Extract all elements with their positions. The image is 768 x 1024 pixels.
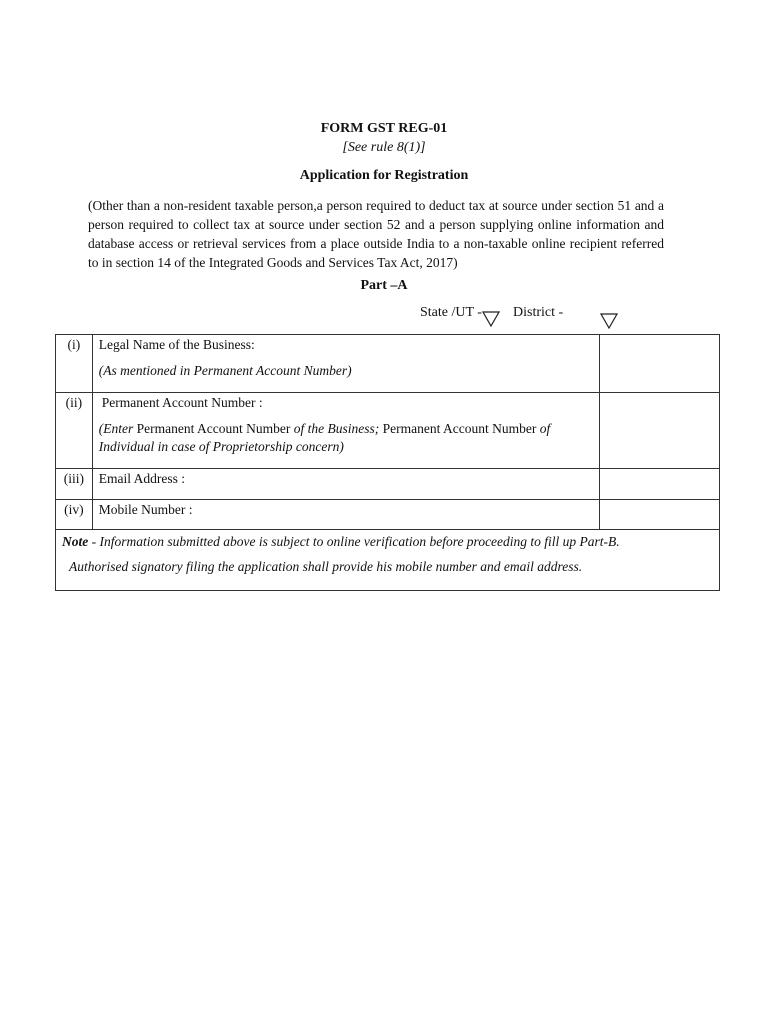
note-line-2: Authorised signatory filing the application shall provide his mobile number and email address.	[69, 559, 583, 574]
district-dropdown-arrow-icon[interactable]	[600, 313, 618, 329]
form-title: FORM GST REG-01	[320, 121, 448, 136]
row-number: (iv)	[56, 500, 93, 530]
row-number: (i)	[56, 335, 93, 393]
note-prefix: Note	[62, 534, 89, 549]
note-line-1	[62, 534, 713, 550]
mobile-field[interactable]	[600, 500, 719, 529]
state-dropdown-arrow-icon[interactable]	[482, 311, 500, 327]
table-row	[56, 335, 720, 393]
mobile-label: Mobile Number :	[92, 500, 600, 530]
row-number: (ii)	[56, 393, 93, 469]
legal-name-hint: (As mentioned in Permanent Account Number)	[98, 363, 352, 378]
pan-field-cell[interactable]	[600, 393, 720, 469]
pan-field[interactable]	[600, 393, 719, 468]
district-label: District -	[513, 305, 564, 320]
mobile-field-cell[interactable]	[600, 500, 720, 530]
note-text: - Information submitted above is subject to online verification before proceeding to fill up Part-B.	[88, 534, 620, 549]
email-label: Email Address :	[92, 469, 600, 500]
scope-paragraph: (Other than a non-resident taxable person,a person required to deduct tax at source under section 51 and a person required to collect tax at source under section 52 and a person supplying online information and database access or retrieval services from a place outside India to a non-taxable online recipient referred to in section 14 of the Integrated Goods and Services Tax Act, 2017)	[88, 198, 664, 270]
email-field-cell[interactable]	[600, 469, 720, 500]
legal-name-field-cell[interactable]	[600, 335, 720, 393]
application-title: Application for Registration	[299, 168, 469, 183]
legal-name-field[interactable]	[600, 335, 719, 392]
rule-reference: [See rule 8(1)]	[342, 140, 426, 155]
note-row	[56, 530, 720, 591]
note-cell	[56, 530, 720, 591]
pan-label: Permanent Account Number :	[101, 395, 263, 410]
email-field[interactable]	[600, 469, 719, 499]
state-ut-label: State /UT -	[420, 305, 482, 320]
legal-name-label: Legal Name of the Business:	[98, 337, 255, 352]
table-row	[56, 393, 720, 469]
row-number: (iii)	[56, 469, 93, 500]
registration-table	[55, 334, 720, 591]
part-heading: Part –A	[360, 278, 408, 293]
legal-name-label-cell	[92, 335, 600, 393]
pan-label-cell	[92, 393, 600, 469]
table-row	[56, 500, 720, 530]
pan-hint: (Enter Permanent Account Number of the Business; Permanent Account Number of Individual in case of Proprietorship concern)	[98, 421, 551, 454]
table-row	[56, 469, 720, 500]
